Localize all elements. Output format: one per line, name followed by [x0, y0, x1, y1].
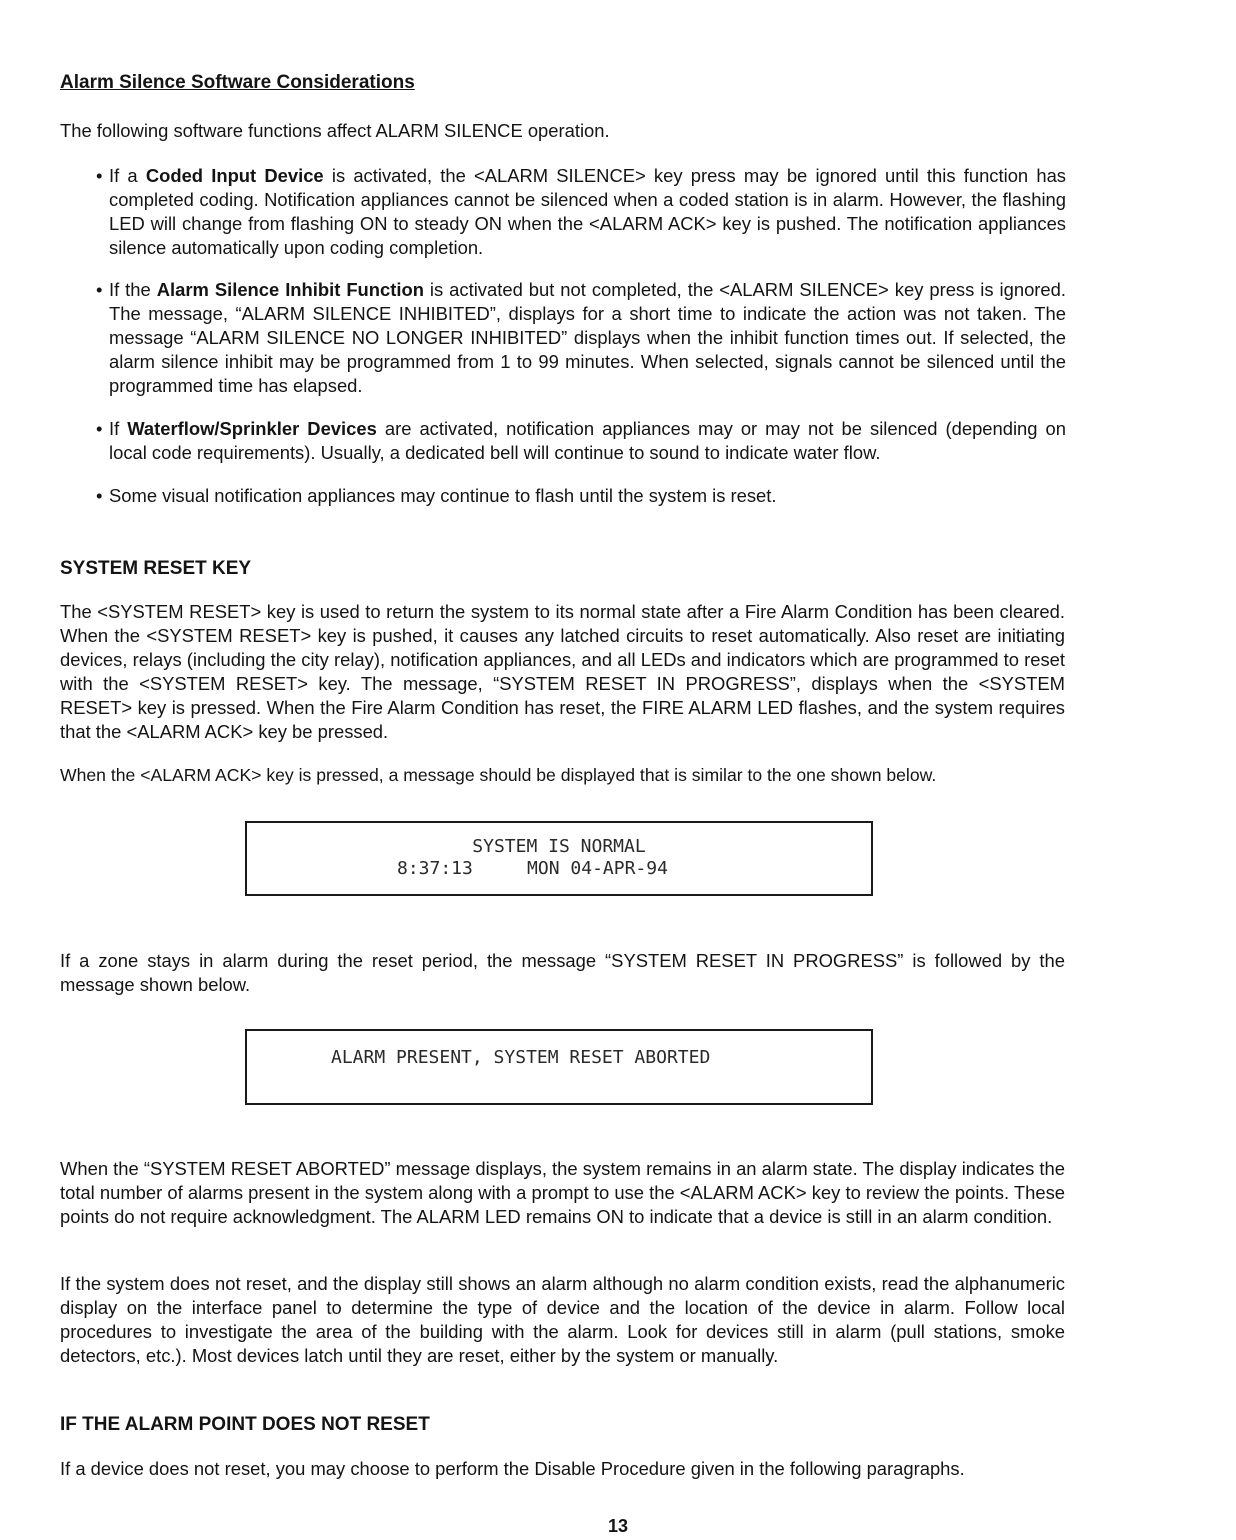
- display-line-1: ALARM PRESENT, SYSTEM RESET ABORTED: [331, 1047, 711, 1068]
- system-reset-para-3: If a zone stays in alarm during the reset period, the message “SYSTEM RESET IN PROGRESS” is followed by the message shown below.: [60, 950, 1065, 995]
- alarm-silence-title: Alarm Silence Software Considerations: [60, 72, 415, 93]
- system-reset-para-1: The <SYSTEM RESET> key is used to return the system to its normal state after a Fire Alarm Condition has been cleared. When the <SYSTEM RESET> key is pushed, it causes any latched circuits to reset automatically. Also reset are initiating devices, relays (including the city relay), notification appliances, and all LEDs and indicators which are programmed to reset with the <SYSTEM RESET> key. The message, “SYSTEM RESET IN PROGRESS”, displays when the <SYSTEM RESET> key is pressed. When the Fire Alarm Condition has reset, the FIRE ALARM LED flashes, and the system requires that the <ALARM ACK> key be pressed.: [60, 601, 1065, 742]
- bullet-dot: •: [96, 485, 103, 506]
- bullet-waterflow-sprinkler: [96, 417, 1066, 465]
- alarm-point-para: If a device does not reset, you may choose to perform the Disable Procedure given in the following paragraphs.: [60, 1458, 965, 1479]
- bullet-bold-term: Coded Input Device: [145, 165, 324, 186]
- system-reset-para-5: If the system does not reset, and the display still shows an alarm although no alarm condition exists, read the alphanumeric display on the interface panel to determine the type of device and the location of the device in alarm. Follow local procedures to investigate the area of the building with the alarm. Look for devices still in alarm (pull stations, smoke detectors, etc.). Most devices latch until they are reset, either by the system or manually.: [60, 1273, 1065, 1366]
- bullet-body: is activated but not completed, the <ALARM SILENCE> key press is ignored. The message, “ALARM SILENCE INHIBITED”, displays for a short time to indicate the action was not taken. The message “ALARM SILENCE NO LONGER INHIBITED” displays when the inhibit function times out. If selected, the alarm silence inhibit may be programmed from 1 to 99 minutes. When selected, signals cannot be silenced until the programmed time has elapsed.: [109, 279, 1066, 396]
- lcd-display-reset-aborted: [245, 1029, 873, 1105]
- bullet-text: [109, 484, 1066, 508]
- bullet-body: Some visual notification appliances may continue to flash until the system is reset.: [109, 485, 777, 506]
- bullet-prefix: If: [109, 418, 128, 439]
- bullet-prefix: If the: [109, 279, 157, 300]
- bullet-coded-input-device: [96, 164, 1066, 260]
- bullet-body: are activated, notification appliances may or may not be silenced (depending on local code requirements). Usually, a dedicated bell will continue to sound to indicate water flow.: [109, 418, 1066, 463]
- lcd-display-system-normal: [245, 821, 873, 896]
- system-reset-heading: SYSTEM RESET KEY: [60, 558, 252, 579]
- alarm-point-heading: IF THE ALARM POINT DOES NOT RESET: [60, 1414, 430, 1435]
- display-line-2: 8:37:13 MON 04-APR-94: [397, 858, 668, 879]
- system-reset-para-2: When the <ALARM ACK> key is pressed, a message should be displayed that is similar to the one shown below.: [60, 765, 937, 785]
- bullet-alarm-silence-inhibit: [96, 278, 1066, 398]
- bullet-text: [109, 417, 1066, 465]
- alarm-silence-intro: The following software functions affect ALARM SILENCE operation.: [60, 120, 610, 141]
- bullet-dot: •: [96, 165, 103, 186]
- bullet-visual-notification: [96, 484, 1066, 508]
- bullet-body: is activated, the <ALARM SILENCE> key press may be ignored until this function has completed coding. Notification appliances cannot be silenced when a coded station is in alarm. However, the flashing LED will change from flashing ON to steady ON when the <ALARM ACK> key is pushed. The notification appliances silence automatically upon coding completion.: [109, 165, 1066, 258]
- page-number: 13: [607, 1516, 629, 1536]
- bullet-dot: •: [96, 418, 103, 439]
- bullet-text: [109, 278, 1066, 398]
- bullet-bold-term: Waterflow/Sprinkler Devices: [127, 418, 377, 439]
- bullet-prefix: If a: [109, 165, 146, 186]
- bullet-bold-term: Alarm Silence Inhibit Function: [156, 279, 424, 300]
- system-reset-para-4: When the “SYSTEM RESET ABORTED” message displays, the system remains in an alarm state. The display indicates the total number of alarms present in the system along with a prompt to use the <ALARM ACK> key to review the points. These points do not require acknowledgment. The ALARM LED remains ON to indicate that a device is still in an alarm condition.: [60, 1158, 1065, 1227]
- bullet-text: [109, 164, 1066, 260]
- display-line-1: SYSTEM IS NORMAL: [472, 836, 646, 857]
- bullet-dot: •: [96, 279, 103, 300]
